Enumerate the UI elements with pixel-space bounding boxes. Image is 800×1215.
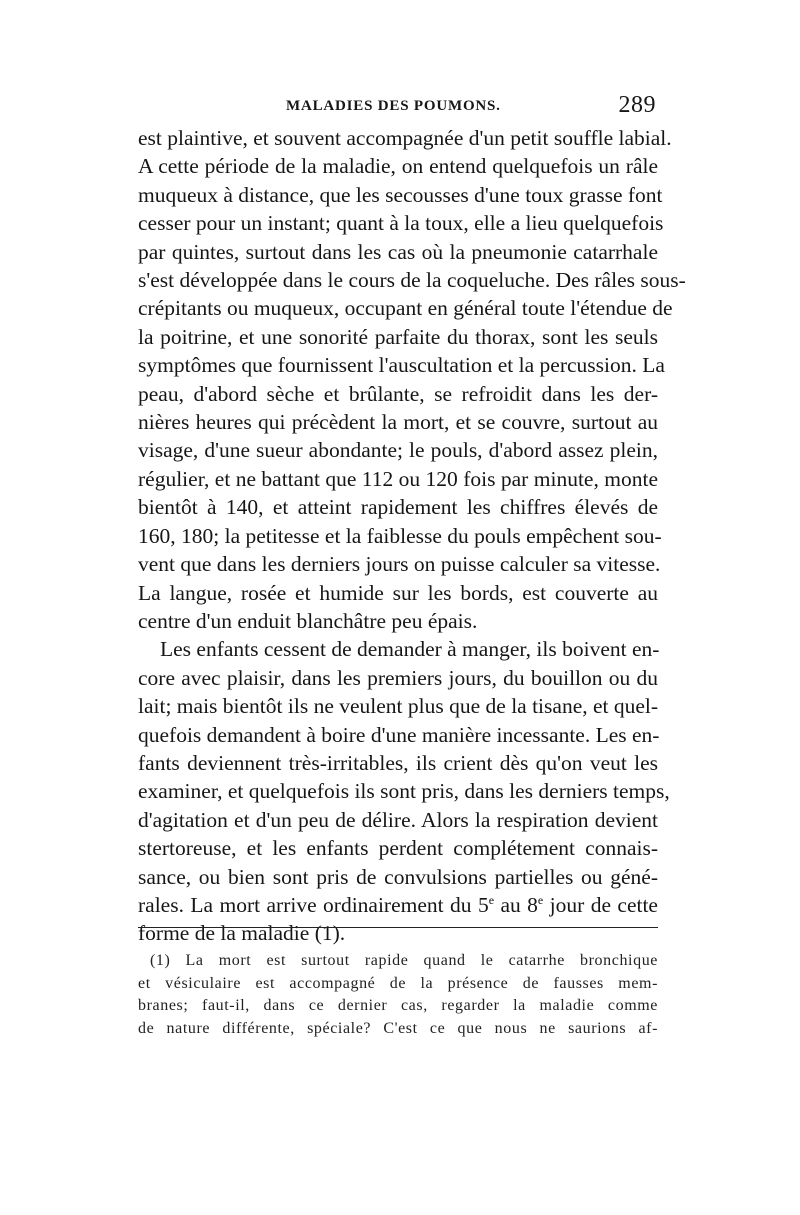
text-line: régulier, et ne battant que 112 ou 120 fois par minute, monte [138,466,658,491]
text-fragment: jour de cette [543,892,658,917]
text-line: centre d'un enduit blanchâtre peu épais. [138,608,478,633]
paragraph-2 [138,635,670,947]
text-line: fants deviennent très-irritables, ils crient dès qu'on veut les [138,750,658,775]
paragraph-1 [138,124,686,635]
superscript: e [537,892,544,907]
text-line: sance, ou bien sont pris de convulsions partielles ou géné- [138,864,658,889]
text-line [138,891,658,919]
text-fragment: rales. La mort arrive ordinairement du 5 [138,892,489,917]
footnote-line: de nature différente, spéciale? C'est ce que nous ne saurions af- [138,1019,658,1037]
text-line: quefois demandent à boire d'une manière incessante. Les en- [138,722,660,747]
footnote-line: et vésiculaire est accompagné de la présence de fausses mem- [138,974,658,992]
text-line: symptômes que fournissent l'auscultation et la percussion. La [138,353,665,378]
running-header [138,92,658,124]
footnote [138,950,658,1040]
text-line: lait; mais bientôt ils ne veulent plus que de la tisane, et quel- [138,694,659,719]
text-line: stertoreuse, et les enfants perdent complétement connais- [138,836,658,861]
text-line: muqueux à distance, que les secousses d'une toux grasse font [138,182,663,207]
text-line: A cette période de la maladie, on entend quelquefois un râle [138,154,658,179]
text-line: par quintes, surtout dans les cas où la pneumonie catarrhale [138,239,658,264]
text-line: examiner, et quelquefois ils sont pris, dans les derniers temps, [138,779,670,804]
footnote-rule [138,927,658,928]
text-line: vent que dans les derniers jours on puisse calculer sa vitesse. [138,552,661,577]
text-line: 160, 180; la petitesse et la faiblesse du pouls empêchent sou- [138,523,662,548]
text-line: crépitants ou muqueux, occupant en général toute l'étendue de [138,296,673,321]
text-line: peau, d'abord sèche et brûlante, se refroidit dans les der- [138,381,658,406]
text-line: la poitrine, et une sonorité parfaite du thorax, sont les seuls [138,324,658,349]
footnote-line: branes; faut-il, dans ce dernier cas, regarder la maladie comme [138,997,658,1014]
text-line: est plaintive, et souvent accompagnée d'un petit souffle labial. [138,126,672,150]
text-line: visage, d'une sueur abondante; le pouls, d'abord assez plein, [138,438,658,463]
text-line: nières heures qui précèdent la mort, et se couvre, surtout au [138,410,658,435]
text-line: cesser pour un instant; quant à la toux, elle a lieu quelquefois [138,211,664,236]
running-title: MALADIES DES POUMONS. [286,98,501,114]
superscript: e [488,892,495,907]
text-line: d'agitation et d'un peu de délire. Alors la respiration devient [138,807,658,832]
footnote-line: (1) La mort est surtout rapide quand le catarrhe bronchique [150,952,658,969]
text-line: forme de la maladie (1). [138,921,346,946]
text-line: core avec plaisir, dans les premiers jours, du bouillon ou du [138,665,658,690]
text-line: Les enfants cessent de demander à manger, ils boivent en- [160,637,660,662]
text-fragment: au 8 [494,892,538,917]
text-line: La langue, rosée et humide sur les bords, est couverte au [138,580,658,605]
text-line: s'est développée dans le cours de la coqueluche. Des râles sous- [138,268,686,293]
page-number: 289 [618,92,656,118]
text-line: bientôt à 140, et atteint rapidement les chiffres élevés de [138,495,658,520]
book-page [138,92,686,1037]
